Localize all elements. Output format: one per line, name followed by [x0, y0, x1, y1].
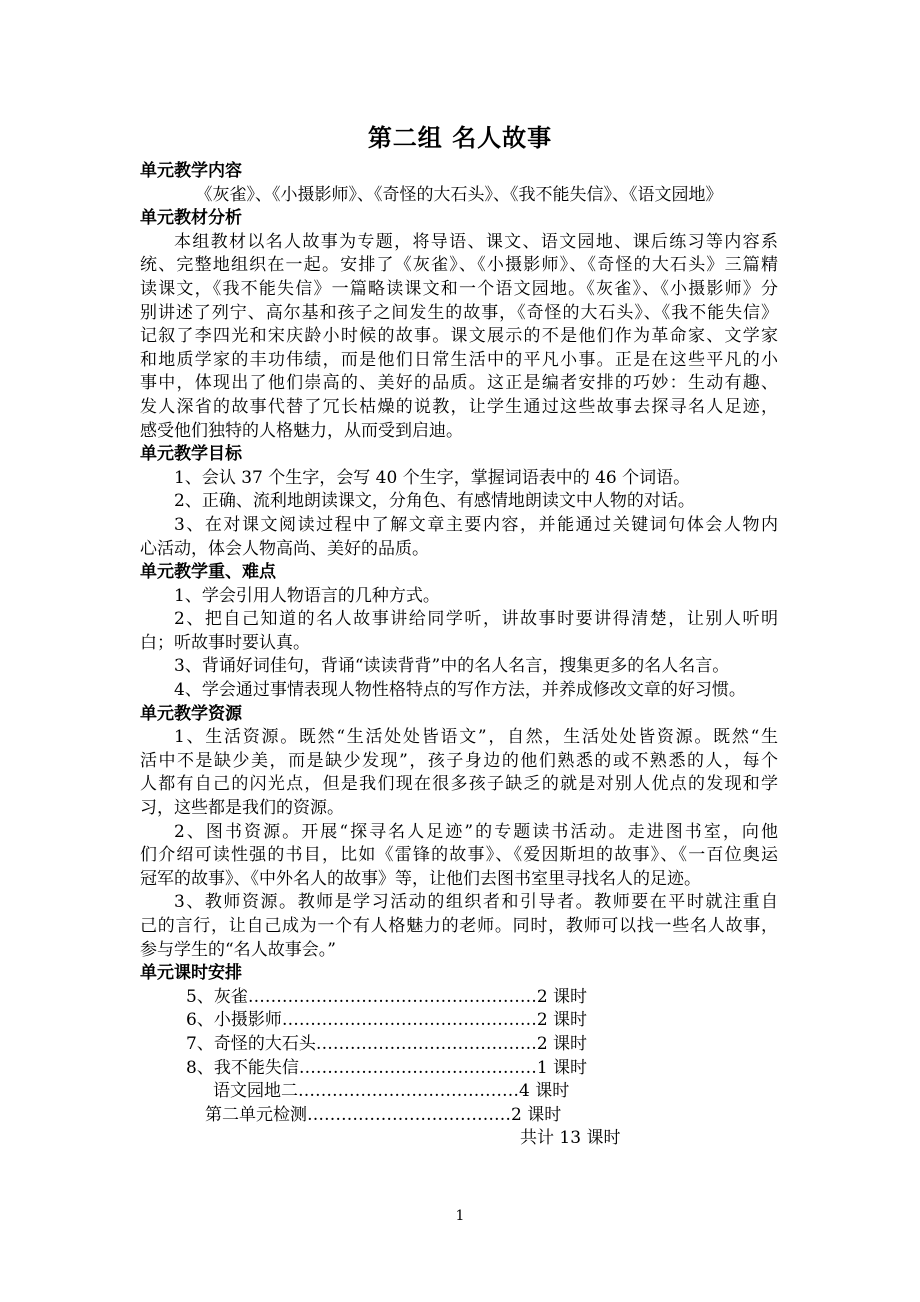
paragraph-line: 习，这些都是我们的资源。	[140, 798, 344, 819]
paragraph-line: 2、图书资源。开展“探寻名人足迹”的专题读书活动。走进图书室，向他	[174, 821, 778, 842]
paragraph-line: 《灰雀》、《小摄影师》、《奇怪的大石头》、《我不能失信》、《语文园地》	[195, 184, 723, 205]
paragraph-line: 发人深省的故事代替了冗长枯燥的说教，让学生通过这些故事去探寻名人足迹，	[140, 396, 778, 417]
paragraph-line: 心活动，体会人物高尚、美好的品质。	[140, 538, 429, 559]
schedule-item: 5、灰雀……………………………………………2 课时	[186, 986, 588, 1007]
section-heading: 单元教材分析	[140, 208, 242, 229]
schedule-item: 7、奇怪的大石头…………………………………2 课时	[186, 1033, 588, 1054]
paragraph-line: 1、学会引用人物语言的几种方式。	[174, 585, 440, 606]
paragraph-line: 3、背诵好词佳句，背诵“读读背背”中的名人名言，搜集更多的名人名言。	[174, 656, 730, 677]
paragraph-line: 己的言行，让自己成为一个有人格魅力的老师。同时，教师可以找一些名人故事，	[140, 916, 778, 936]
schedule-item: 第二单元检测………………………………2 课时	[205, 1104, 562, 1125]
paragraph-line: 事中，体现出了他们崇高的、美好的品质。这正是编者安排的巧妙：生动有趣、	[140, 373, 778, 394]
paragraph-line: 参与学生的“名人故事会。”	[140, 939, 336, 960]
page-number: 1	[455, 1208, 465, 1224]
section-heading: 单元教学内容	[140, 161, 242, 181]
schedule-item: 8、我不能失信……………………………………1 课时	[186, 1057, 588, 1078]
document-title: 第二组 名人故事	[367, 124, 553, 152]
paragraph-line: 活中不是缺少美，而是缺少发现”，孩子身边的他们熟悉的或不熟悉的人，每个	[140, 750, 778, 771]
paragraph-line: 本组教材以名人故事为专题，将导语、课文、语文园地、课后练习等内容系	[174, 231, 778, 252]
paragraph-line: 白；听故事时要认真。	[140, 632, 310, 653]
section-heading: 单元教学重、难点	[140, 562, 276, 583]
paragraph-line: 读课文，《我不能失信》一篇略读课文和一个语文园地。《灰雀》、《小摄影师》分	[140, 278, 778, 299]
paragraph-line: 别讲述了列宁、高尔基和孩子之间发生的故事，《奇怪的大石头》、《我不能失信》	[140, 302, 778, 323]
section-heading: 单元教学资源	[140, 703, 242, 724]
paragraph-line: 1、会认 37 个生字，会写 40 个生字，掌握词语表中的 46 个词语。	[174, 467, 691, 488]
paragraph-line: 冠军的故事》、《中外名人的故事》等，让他们去图书室里寻找名人的足迹。	[140, 868, 701, 889]
schedule-total: 共计 13 课时	[520, 1128, 621, 1149]
document-body	[140, 160, 778, 1151]
paragraph-line: 感受他们独特的人格魅力，从而受到启迪。	[140, 420, 463, 441]
paragraph-line: 3、教师资源。教师是学习活动的组织者和引导者。教师要在平时就注重自	[174, 892, 778, 913]
paragraph-line: 1、生活资源。既然“生活处处皆语文”，自然，生活处处皆资源。既然“生	[174, 727, 778, 748]
paragraph-line: 们介绍可读性强的书目，比如《雷锋的故事》、《爱因斯坦的故事》、《一百位奥运	[140, 845, 778, 866]
paragraph-line: 人都有自己的闪光点，但是我们现在很多孩子缺乏的就是对别人优点的发现和学	[140, 774, 778, 795]
schedule-item: 语文园地二…………………………………4 课时	[213, 1081, 570, 1102]
paragraph-line: 2、正确、流利地朗读课文，分角色、有感情地朗读文中人物的对话。	[174, 491, 695, 512]
section-heading: 单元课时安排	[140, 963, 242, 984]
paragraph-line: 2、把自己知道的名人故事讲给同学听，讲故事时要讲得清楚，让别人听明	[174, 609, 778, 630]
paragraph-line: 4、学会通过事情表现人物性格特点的写作方法，并养成修改文章的好习惯。	[174, 680, 746, 701]
paragraph-line: 统、完整地组织在一起。安排了《灰雀》、《小摄影师》、《奇怪的大石头》三篇精	[140, 255, 778, 276]
paragraph-line: 3、在对课文阅读过程中了解文章主要内容，并能通过关键词句体会人物内	[174, 514, 778, 535]
paragraph-line: 记叙了李四光和宋庆龄小时候的故事。课文展示的不是他们作为革命家、文学家	[140, 326, 778, 347]
section-heading: 单元教学目标	[140, 444, 242, 465]
schedule-item: 6、小摄影师………………………………………2 课时	[186, 1010, 588, 1031]
paragraph-line: 和地质学家的丰功伟绩，而是他们日常生活中的平凡小事。正是在这些平凡的小	[140, 349, 778, 370]
